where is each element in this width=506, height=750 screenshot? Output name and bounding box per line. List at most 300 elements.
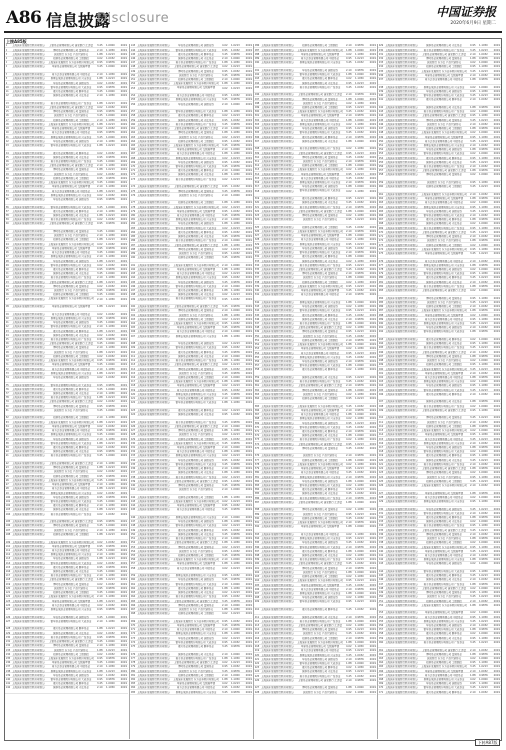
table-cell-a: 0.95: [97, 608, 106, 611]
table-cell-b: 1.0213: [479, 252, 489, 255]
table-cell-no: 504: [379, 384, 385, 387]
table-cell-fn: 上海浦东发展银行股份有限公司: [137, 206, 170, 209]
table-cell-fn: 上海浦东发展银行股份有限公司: [385, 305, 418, 308]
table-cell-nm: 上银基金管理有限公司 浦发银行 汇添富: [419, 409, 469, 412]
table-cell-nm: 浦发银行 东方红 产品代销协议: [295, 513, 345, 516]
table-cell-no: 150: [131, 74, 137, 77]
table-cell-no: 55: [6, 289, 12, 292]
table-cell-a: 3.45: [470, 185, 479, 188]
table-cell-nm: 银华基金管理股份有限公司 大成基金: [46, 206, 96, 209]
table-cell-fn: 上海浦东发展银行股份有限公司: [385, 90, 418, 93]
table-cell-fn: 上海浦东发展银行股份有限公司: [261, 61, 294, 64]
table-cell-nm: 华夏基金管理有限公司 交银施罗德: [419, 492, 469, 495]
table-cell-a: 4.02: [222, 384, 231, 387]
table-cell-c: 2019: [365, 459, 376, 462]
table-cell-c: 2019: [241, 476, 252, 479]
table-cell-no: 104: [6, 513, 12, 516]
table-cell-c: 2019: [489, 433, 500, 436]
table-cell-b: 1.0032: [231, 574, 241, 577]
table-cell-c: 2019: [116, 102, 127, 105]
table-cell-c: 2019: [365, 131, 376, 134]
table-cell-a: 0.95: [346, 264, 355, 267]
table-cell-nm: 华夏基金管理有限公司 交银施罗德: [419, 197, 469, 200]
table-cell-c: 2019: [116, 524, 127, 527]
table-cell-fn: 上海浦东发展银行股份有限公司: [261, 206, 294, 209]
table-cell-b: 1.0000: [355, 140, 365, 143]
table-cell-nm: 国泰基金管理有限公司 天弘基金: [295, 318, 345, 321]
table-cell-b: 0.9876: [355, 476, 365, 479]
table-cell-nm: 国泰基金管理有限公司 天弘基金: [46, 570, 96, 573]
table-cell-no: 510: [379, 416, 385, 419]
table-cell-b: 1.1050: [106, 119, 116, 122]
table-cell-no: 466: [379, 214, 385, 217]
table-cell-a: 2.10: [346, 44, 355, 47]
table-cell-c: 2019: [365, 181, 376, 184]
table-cell-nm: 博时基金管理有限公司 富国基金: [419, 235, 469, 238]
table-cell-fn: 上海浦东发展银行股份有限公司: [137, 314, 170, 317]
table-cell-a: 3.45: [346, 226, 355, 229]
table-cell-b: 1.0000: [231, 103, 241, 106]
table-cell-fn: 上海浦东发展银行股份有限公司: [12, 330, 45, 333]
table-cell-no: 521: [379, 463, 385, 466]
table-cell-nm: 国泰基金管理有限公司 天弘基金: [171, 173, 221, 176]
table-cell-a: 1.88: [97, 238, 106, 241]
table-cell-no: 526: [379, 484, 385, 487]
table-cell-c: 2019: [116, 86, 127, 89]
table-cell-b: 1.0032: [231, 595, 241, 598]
table-cell-nm: 浦发银行 东方红 产品代销协议: [419, 595, 469, 598]
table-cell-fn: 上海浦东发展银行股份有限公司: [385, 496, 418, 499]
table-cell-c: 2019: [241, 285, 252, 288]
table-cell-nm: 浦发银行 东方红 产品代销协议: [419, 476, 469, 479]
table-cell-c: 2019: [116, 446, 127, 449]
table-cell-no: 198: [131, 293, 137, 296]
table-cell-nm: 国泰基金管理有限公司 天弘基金: [46, 272, 96, 275]
table-cell-b: 1.1050: [231, 335, 241, 338]
table-cell-nm: 上银基金管理有限公司 浦发银行 汇添富: [171, 185, 221, 188]
table-cell-no: 325: [255, 226, 261, 229]
table-cell-c: 2019: [489, 400, 500, 403]
table-cell-b: 1.0032: [231, 620, 241, 623]
table-cell-no: 319: [255, 197, 261, 200]
table-cell-a: 1.88: [97, 627, 106, 630]
table-cell-a: 3.45: [222, 600, 231, 603]
table-cell-nm: 国泰基金管理有限公司 天弘基金: [419, 106, 469, 109]
table-cell-nm: 景顺长城基金管理有限公司 兴全基金: [295, 181, 345, 184]
table-cell-c: 2019: [489, 127, 500, 130]
table-cell-c: 2019: [241, 335, 252, 338]
table-cell-c: 2019: [365, 238, 376, 241]
table-cell-a: 1.88: [470, 604, 479, 607]
table-cell-b: 1.0213: [231, 591, 241, 594]
table-cell-nm: 景顺长城基金管理有限公司 兴全基金: [295, 243, 345, 246]
table-cell-nm: 易方达基金管理有限公司 中欧基金: [295, 471, 345, 474]
table-cell-c: 2019: [241, 359, 252, 362]
table-cell-nm: 银华基金管理股份有限公司 大成基金: [295, 251, 345, 254]
table-cell-a: 4.02: [470, 632, 479, 635]
table-cell-fn: 上海浦东发展银行股份有限公司: [12, 363, 45, 366]
table-cell-no: 42: [6, 234, 12, 237]
table-cell-a: 4.02: [97, 470, 106, 473]
table-cell-b: 0.9876: [479, 653, 489, 656]
table-cell-a: 3.45: [470, 641, 479, 644]
table-cell-nm: 易方达基金管理有限公司 中欧基金: [295, 352, 345, 355]
table-cell-c: 2019: [116, 198, 127, 201]
table-cell-a: 1.88: [97, 533, 106, 536]
table-cell-b: 1.0032: [355, 226, 365, 229]
table-cell-a: 2.10: [470, 281, 479, 284]
table-cell-c: 2019: [116, 355, 127, 358]
table-cell-a: 3.45: [470, 252, 479, 255]
table-cell-c: 2019: [489, 268, 500, 271]
table-cell-b: 1.1050: [355, 417, 365, 420]
table-cell-fn: 上海浦东发展银行股份有限公司: [137, 450, 170, 453]
table-cell-a: 2.10: [346, 497, 355, 500]
table-cell-no: 418: [255, 645, 261, 648]
table-cell-fn: 上海浦东发展银行股份有限公司: [261, 584, 294, 587]
table-cell-b: 0.9876: [106, 657, 116, 660]
table-cell-a: 1.88: [222, 244, 231, 247]
table-cell-fn: 上海浦东发展银行股份有限公司: [137, 244, 170, 247]
table-cell-no: 514: [379, 433, 385, 436]
table-cell-nm: 上海浦东发展银行 东方证券股份有限公司: [419, 429, 469, 432]
table-cell-fn: 上海浦东发展银行股份有限公司: [137, 496, 170, 499]
table-cell-a: 1.88: [222, 289, 231, 292]
table-cell-nm: 景顺长城基金管理有限公司 兴全基金: [419, 380, 469, 383]
table-cell-c: 2019: [241, 674, 252, 677]
table-cell-fn: 上海浦东发展银行股份有限公司: [137, 98, 170, 101]
table-cell-b: 1.0213: [231, 500, 241, 503]
table-cell-fn: 上海浦东发展银行股份有限公司: [12, 49, 45, 52]
table-cell-a: 0.95: [346, 579, 355, 582]
table-cell-c: 2019: [241, 678, 252, 681]
table-cell-no: 566: [379, 670, 385, 673]
table-cell-c: 2019: [241, 384, 252, 387]
table-cell-no: 499: [379, 363, 385, 366]
table-cell-fn: 上海浦东发展银行股份有限公司: [137, 239, 170, 242]
table-cell-b: 1.0032: [231, 252, 241, 255]
table-cell-no: 458: [379, 173, 385, 176]
table-cell-b: 1.0000: [355, 255, 365, 258]
table-cell-a: 2.10: [222, 583, 231, 586]
table-cell-nm: 南方基金管理股份有限公司 广发基金: [295, 206, 345, 209]
table-cell-b: 1.1050: [106, 644, 116, 647]
table-cell-a: 3.45: [470, 231, 479, 234]
table-cell-a: 4.02: [97, 541, 106, 544]
table-cell-no: 228: [131, 433, 137, 436]
table-cell-nm: 浦发银行 东方红 产品代销协议: [46, 234, 96, 237]
table-cell-nm: 华夏基金管理有限公司 交银施罗德: [46, 483, 96, 486]
table-cell-c: 2019: [365, 160, 376, 163]
table-cell-nm: 浦发银行 东方红 产品代销协议: [295, 632, 345, 635]
table-cell-c: 2019: [489, 524, 500, 527]
table-row: [130, 690, 252, 694]
table-cell-c: 2019: [241, 433, 252, 436]
table-cell-no: 211: [131, 355, 137, 358]
table-cell-b: 0.9876: [355, 136, 365, 139]
table-cell-fn: 上海浦东发展银行股份有限公司: [385, 537, 418, 540]
table-cell-fn: 上海浦东发展银行股份有限公司: [137, 44, 170, 47]
table-cell-fn: 上海浦东发展银行股份有限公司: [12, 272, 45, 275]
table-cell-c: 2019: [489, 106, 500, 109]
table-cell-b: 0.9876: [479, 558, 489, 561]
table-cell-nm: 博时基金管理有限公司 富国基金: [295, 447, 345, 450]
table-cell-nm: 上银基金管理有限公司 浦发银行 汇添富: [171, 65, 221, 68]
table-cell-a: 3.45: [222, 281, 231, 284]
table-cell-nm: 易方达基金管理有限公司 中欧基金: [295, 238, 345, 241]
table-cell-b: 1.1050: [106, 504, 116, 507]
table-cell-fn: 上海浦东发展银行股份有限公司: [137, 574, 170, 577]
table-cell-nm: 易方达基金管理有限公司 中欧基金: [171, 567, 221, 570]
table-cell-fn: 上海浦东发展银行股份有限公司: [385, 595, 418, 598]
table-cell-c: 2019: [489, 376, 500, 379]
table-cell-fn: 上海浦东发展银行股份有限公司: [261, 343, 294, 346]
table-cell-a: 1.88: [222, 541, 231, 544]
table-cell-a: 2.10: [222, 218, 231, 221]
table-cell-a: 2.10: [470, 165, 479, 168]
table-cell-c: 2019: [489, 463, 500, 466]
table-cell-b: 1.1050: [106, 210, 116, 213]
table-cell-c: 2019: [365, 463, 376, 466]
table-cell-fn: 上海浦东发展银行股份有限公司: [12, 338, 45, 341]
table-cell-c: 2019: [365, 53, 376, 56]
table-cell-b: 1.0000: [231, 537, 241, 540]
table-cell-no: 77: [6, 392, 12, 395]
table-cell-nm: 国泰基金管理有限公司 天弘基金: [46, 632, 96, 635]
table-cell-nm: 华安基金管理有限公司 浦银安盛: [46, 376, 96, 379]
table-cell-nm: 银华基金管理股份有限公司 大成基金: [46, 500, 96, 503]
table-cell-c: 2019: [365, 405, 376, 408]
table-cell-no: 547: [379, 583, 385, 586]
table-cell-a: 1.88: [97, 421, 106, 424]
table-cell-a: 4.02: [346, 214, 355, 217]
table-cell-nm: 上海浦东发展银行 东方证券股份有限公司: [295, 343, 345, 346]
table-cell-no: 274: [131, 641, 137, 644]
table-cell-fn: 上海浦东发展银行股份有限公司: [385, 148, 418, 151]
table-cell-c: 2019: [116, 144, 127, 147]
table-cell-nm: 上海浦东发展银行 东方证券股份有限公司: [171, 264, 221, 267]
table-cell-c: 2019: [241, 218, 252, 221]
table-cell-c: 2019: [116, 557, 127, 560]
table-cell-nm: 华安基金管理有限公司 浦银安盛: [419, 90, 469, 93]
table-cell-nm: 易方达基金管理有限公司 中欧基金: [295, 588, 345, 591]
table-cell-a: 1.88: [97, 53, 106, 56]
table-cell-a: 0.95: [346, 397, 355, 400]
table-cell-fn: 上海浦东发展银行股份有限公司: [137, 235, 170, 238]
table-cell-nm: 博时基金管理有限公司 富国基金: [171, 604, 221, 607]
table-cell-a: 2.10: [346, 588, 355, 591]
table-cell-fn: 上海浦东发展银行股份有限公司: [261, 173, 294, 176]
table-cell-c: 2019: [365, 322, 376, 325]
table-cell-c: 2019: [489, 500, 500, 503]
table-cell-fn: 上海浦东发展银行股份有限公司: [12, 686, 45, 689]
table-cell-a: 4.02: [222, 293, 231, 296]
table-cell-nm: 南方基金管理股份有限公司 广发基金: [46, 338, 96, 341]
table-cell-nm: 华安基金管理有限公司 浦银安盛: [171, 342, 221, 345]
table-cell-c: 2019: [365, 293, 376, 296]
table-cell-a: 4.02: [97, 425, 106, 428]
table-cell-fn: 上海浦东发展银行股份有限公司: [137, 641, 170, 644]
table-cell-nm: 上海浦东发展银行 东方证券股份有限公司: [419, 248, 469, 251]
table-cell-b: 1.1050: [479, 157, 489, 160]
table-cell-c: 2019: [365, 98, 376, 101]
table-cell-no: 81: [6, 409, 12, 412]
table-cell-a: 2.10: [346, 251, 355, 254]
table-cell-no: 127: [6, 620, 12, 623]
table-cell-c: 2019: [489, 289, 500, 292]
table-cell-a: 1.88: [97, 168, 106, 171]
table-cell-no: 260: [131, 578, 137, 581]
table-cell-fn: 上海浦东发展银行股份有限公司: [385, 520, 418, 523]
table-cell-a: 4.02: [470, 380, 479, 383]
table-cell-nm: 嘉实基金管理有限公司 鹏华基金: [171, 645, 221, 648]
table-cell-b: 1.1050: [106, 276, 116, 279]
table-cell-a: 4.02: [470, 678, 479, 681]
table-cell-fn: 上海浦东发展银行股份有限公司: [12, 454, 45, 457]
table-cell-b: 1.0213: [106, 670, 116, 673]
table-cell-fn: 上海浦东发展银行股份有限公司: [385, 281, 418, 284]
table-cell-a: 0.95: [222, 641, 231, 644]
table-cell-a: 3.45: [222, 190, 231, 193]
table-cell-no: 431: [379, 53, 385, 56]
table-cell-fn: 上海浦东发展银行股份有限公司: [137, 372, 170, 375]
table-cell-fn: 上海浦东发展银行股份有限公司: [261, 467, 294, 470]
table-cell-a: 4.02: [222, 87, 231, 90]
table-cell-a: 2.10: [346, 409, 355, 412]
table-cell-fn: 上海浦东发展银行股份有限公司: [261, 537, 294, 540]
table-cell-b: 1.0032: [479, 193, 489, 196]
table-cell-c: 2019: [116, 661, 127, 664]
table-cell-c: 2019: [365, 454, 376, 457]
table-cell-fn: 上海浦东发展银行股份有限公司: [12, 82, 45, 85]
table-cell-no: 124: [6, 604, 12, 607]
table-cell-no: 266: [131, 604, 137, 607]
table-cell-fn: 上海浦东发展银行股份有限公司: [12, 665, 45, 668]
table-cell-nm: 南方基金管理股份有限公司 广发基金: [295, 675, 345, 678]
table-cell-nm: 银华基金管理股份有限公司 大成基金: [419, 152, 469, 155]
table-cell-a: 2.10: [346, 69, 355, 72]
table-cell-no: 103: [6, 508, 12, 511]
table-cell-no: 95: [6, 475, 12, 478]
table-cell-nm: 华夏基金管理有限公司 交银施罗德: [46, 363, 96, 366]
table-cell-nm: 华安基金管理有限公司 浦银安盛: [419, 326, 469, 329]
table-cell-nm: 上海浦东发展银行 东方证券股份有限公司: [46, 181, 96, 184]
table-cell-fn: 上海浦东发展银行股份有限公司: [12, 496, 45, 499]
table-cell-fn: 上海浦东发展银行股份有限公司: [12, 405, 45, 408]
table-cell-b: 1.1050: [106, 574, 116, 577]
table-cell-a: 2.10: [222, 516, 231, 519]
table-cell-a: 2.10: [470, 123, 479, 126]
table-cell-b: 1.1050: [231, 541, 241, 544]
table-cell-no: 27: [6, 164, 12, 167]
table-cell-b: 1.0000: [231, 467, 241, 470]
table-cell-c: 2019: [241, 194, 252, 197]
table-cell-nm: 浦发银行 东方红 产品代销协议: [295, 571, 345, 574]
table-cell-fn: 上海浦东发展银行股份有限公司: [137, 214, 170, 217]
table-cell-nm: 银华基金管理股份有限公司 大成基金: [295, 546, 345, 549]
table-cell-a: 4.02: [470, 110, 479, 113]
table-cell-c: 2019: [116, 421, 127, 424]
table-cell-no: 11: [6, 90, 12, 93]
table-cell-b: 1.0032: [355, 405, 365, 408]
table-cell-fn: 上海浦东发展银行股份有限公司: [385, 359, 418, 362]
table-cell-c: 2019: [489, 372, 500, 375]
table-cell-fn: 上海浦东发展银行股份有限公司: [385, 372, 418, 375]
table-cell-no: 110: [6, 545, 12, 548]
table-cell-a: 1.88: [470, 400, 479, 403]
table-cell-c: 2019: [365, 616, 376, 619]
table-cell-nm: 博时基金管理有限公司 富国基金: [171, 190, 221, 193]
table-cell-no: 24: [6, 152, 12, 155]
table-cell-no: 257: [131, 562, 137, 565]
table-cell-fn: 上海浦东发展银行股份有限公司: [12, 678, 45, 681]
table-cell-nm: 招商基金管理有限公司 工银瑞信: [419, 65, 469, 68]
table-cell-c: 2019: [241, 612, 252, 615]
table-cell-a: 3.45: [222, 393, 231, 396]
table-cell-a: 2.10: [97, 140, 106, 143]
table-cell-c: 2019: [489, 78, 500, 81]
table-cell-no: 321: [255, 206, 261, 209]
table-cell-b: 1.1050: [231, 401, 241, 404]
table-cell-fn: 上海浦东发展银行股份有限公司: [385, 197, 418, 200]
table-cell-a: 3.45: [97, 661, 106, 664]
table-cell-b: 1.0032: [479, 533, 489, 536]
table-cell-nm: 上海浦东发展银行 东方证券股份有限公司: [46, 61, 96, 64]
table-cell-a: 4.02: [346, 575, 355, 578]
table-cell-no: 549: [379, 591, 385, 594]
table-cell-fn: 上海浦东发展银行股份有限公司: [261, 637, 294, 640]
table-row: [254, 85, 376, 93]
table-cell-c: 2019: [116, 578, 127, 581]
table-cell-fn: 上海浦东发展银行股份有限公司: [385, 604, 418, 607]
table-cell-c: 2019: [241, 173, 252, 176]
table-cell-c: 2019: [241, 114, 252, 117]
table-cell-no: 394: [255, 537, 261, 540]
table-cell-no: 507: [379, 400, 385, 403]
table-cell-a: 0.95: [470, 272, 479, 275]
table-cell-a: 0.95: [470, 637, 479, 640]
table-cell-nm: 南方基金管理股份有限公司 广发基金: [46, 218, 96, 221]
table-cell-b: 1.0032: [355, 110, 365, 113]
table-cell-c: 2019: [489, 537, 500, 540]
table-cell-nm: 上银基金管理有限公司 浦发银行 汇添富: [171, 661, 221, 664]
table-cell-c: 2019: [365, 525, 376, 528]
table-cell-c: 2019: [489, 165, 500, 168]
table-cell-b: 1.1050: [231, 429, 241, 432]
table-cell-no: 30: [6, 177, 12, 180]
table-cell-fn: 上海浦东发展银行股份有限公司: [385, 632, 418, 635]
table-cell-nm: 银华基金管理股份有限公司 大成基金: [419, 628, 469, 631]
table-cell-b: 0.9876: [106, 156, 116, 159]
table-cell-a: 0.95: [346, 488, 355, 491]
table-cell-no: 39: [6, 218, 12, 221]
table-cell-fn: 上海浦东发展银行股份有限公司: [261, 658, 294, 661]
table-cell-b: 1.0032: [355, 268, 365, 271]
table-cell-nm: 浦发银行 东方红 产品代销协议: [171, 488, 221, 491]
table-cell-nm: 上海浦东发展银行 东方证券股份有限公司: [419, 665, 469, 668]
table-cell-b: 1.0213: [231, 227, 241, 230]
table-cell-nm: 上银基金管理有限公司 浦发银行 汇添富: [171, 600, 221, 603]
table-cell-no: 184: [131, 231, 137, 234]
table-cell-c: 2019: [241, 480, 252, 483]
table-cell-c: 2019: [489, 620, 500, 623]
table-cell-no: 88: [6, 442, 12, 445]
table-cell-b: 1.0000: [231, 558, 241, 561]
table-cell-no: 559: [379, 637, 385, 640]
table-cell-b: 1.0032: [479, 670, 489, 673]
table-cell-a: 4.02: [222, 637, 231, 640]
table-cell-no: 262: [131, 587, 137, 590]
